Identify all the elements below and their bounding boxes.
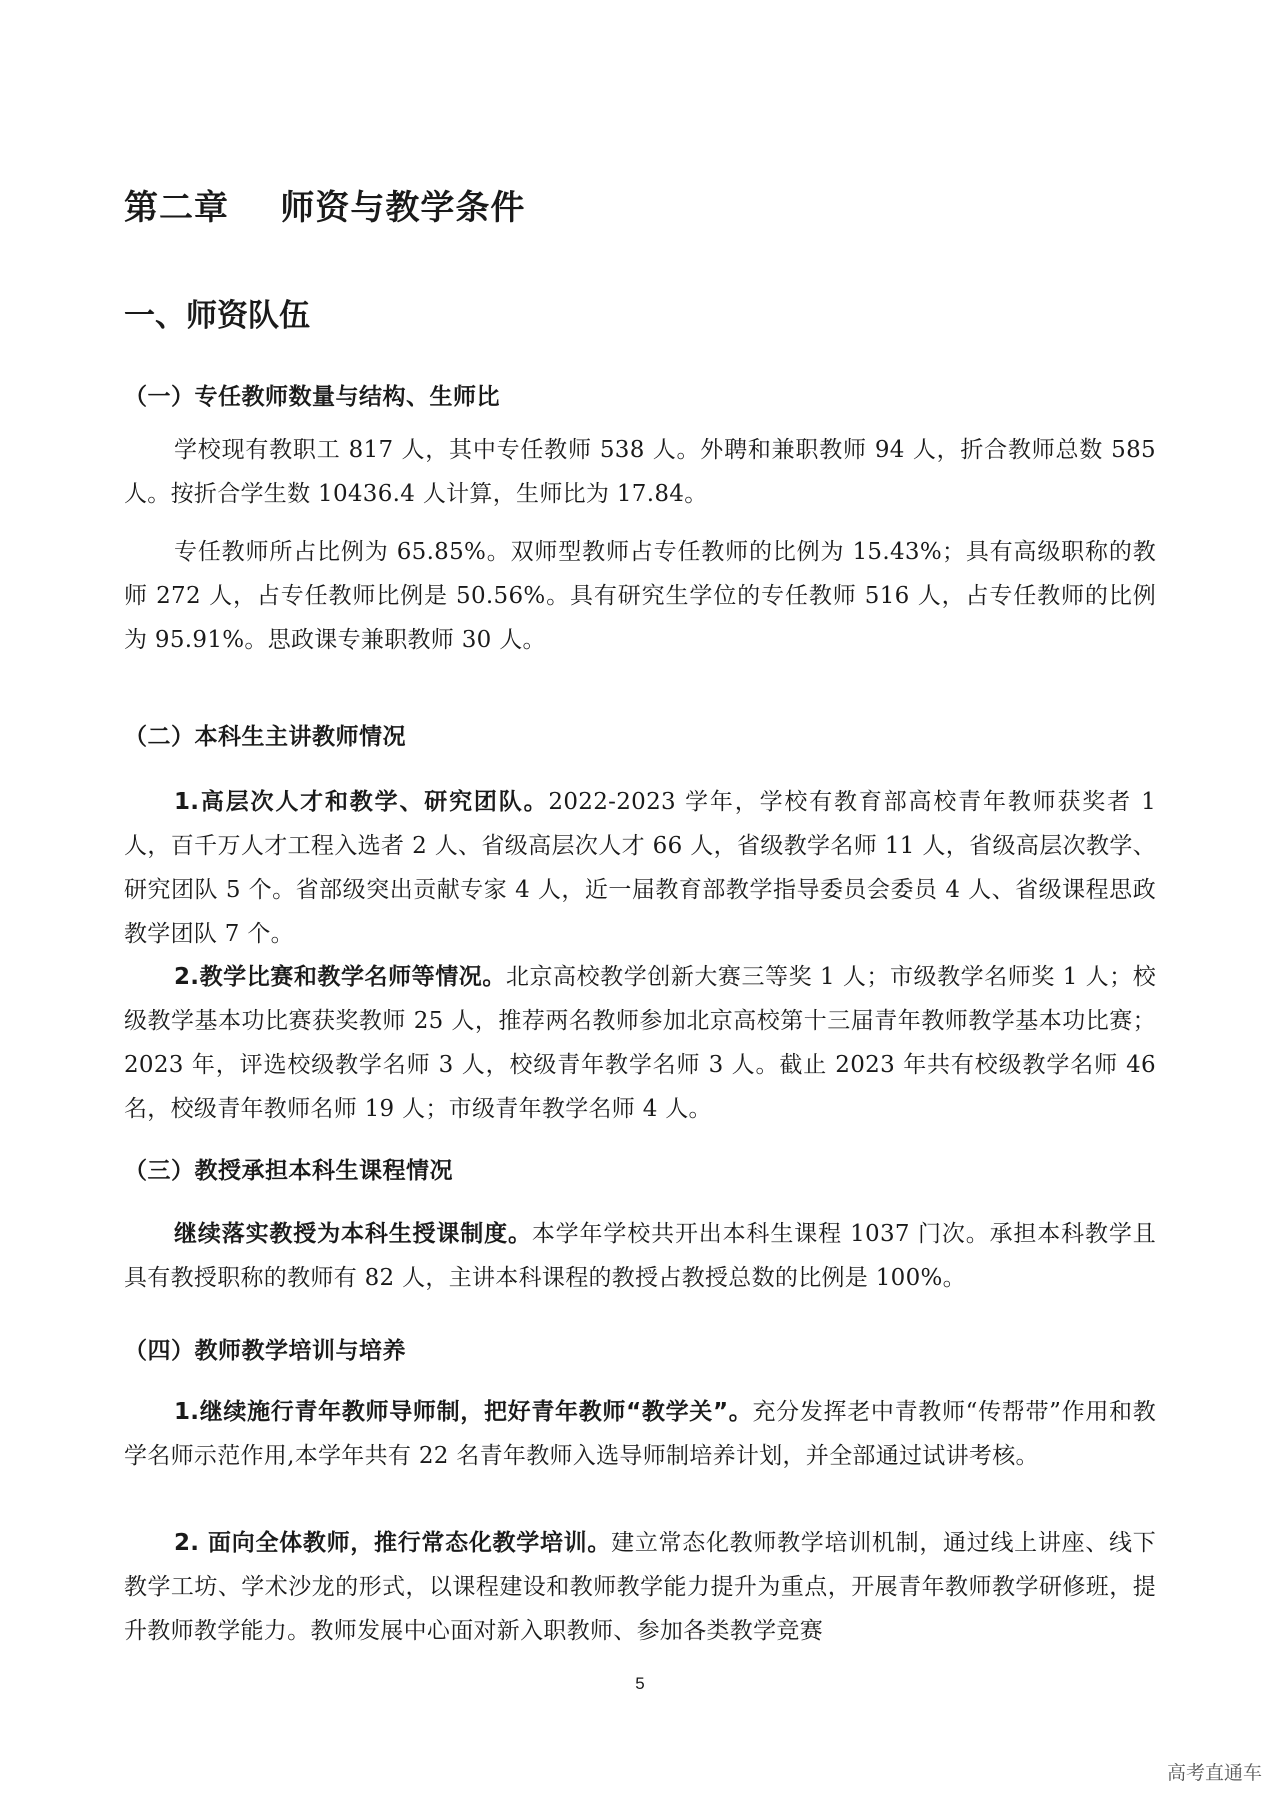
paragraph-lead: 2.教学比赛和教学名师等情况。 (174, 964, 506, 990)
section-title: 一、师资队伍 (124, 298, 310, 334)
paragraph-lead: 继续落实教授为本科生授课制度。 (174, 1221, 532, 1247)
subsection-title: （二）本科生主讲教师情况 (124, 724, 406, 750)
paragraph: 2.教学比赛和教学名师等情况。北京高校教学创新大赛三等奖 1 人；市级教学名师奖 1 人；校级教学基本功比赛获奖教师 25 人，推荐两名教师参加北京高校第十三届青年教师教学基本功比赛；2023 年，评选校级教学名师 3 人，校级青年教学名师 3 人。截止 2023 年共有校级教学名师 46 名，校级青年教师名师 19 人；市级青年教学名师 4 人。 (124, 964, 1156, 1122)
paragraph: 学校现有教职工 817 人，其中专任教师 538 人。外聘和兼职教师 94 人，折合教师总数 585 人。按折合学生数 10436.4 人计算，生师比为 17.84。 (124, 437, 1156, 507)
page-number: 5 (635, 1674, 645, 1693)
paragraph: 继续落实教授为本科生授课制度。本学年学校共开出本科生课程 1037 门次。承担本科教学且具有教授职称的教师有 82 人，主讲本科课程的教授占教授总数的比例是 100%。 (124, 1221, 1157, 1291)
paragraph: 专任教师所占比例为 65.85%。双师型教师占专任教师的比例为 15.43%；具有高级职称的教师 272 人，占专任教师比例是 50.56%。具有研究生学位的专任教师 516 人，占专任教师的比例为 95.91%。思政课专兼职教师 30 人。 (124, 539, 1156, 653)
paragraph: 2. 面向全体教师，推行常态化教学培训。建立常态化教师教学培训机制，通过线上讲座、线下教学工坊、学术沙龙的形式，以课程建设和教师教学能力提升为重点，开展青年教师教学研修班，提升教师教学能力。教师发展中心面对新入职教师、参加各类教学竞赛 (124, 1530, 1156, 1644)
chapter-title: 第二章 师资与教学条件 (124, 188, 526, 228)
paragraph-lead: 2. 面向全体教师，推行常态化教学培训。 (174, 1530, 612, 1556)
paragraph-lead: 1.继续施行青年教师导师制，把好青年教师“教学关”。 (174, 1399, 753, 1425)
paragraph: 1.继续施行青年教师导师制，把好青年教师“教学关”。充分发挥老中青教师“传帮带”作用和教学名师示范作用,本学年共有 22 名青年教师入选导师制培养计划，并全部通过试讲考核。 (124, 1399, 1156, 1469)
watermark: 高考直通车 (1166, 1762, 1262, 1784)
subsection-title: （一）专任教师数量与结构、生师比 (124, 384, 500, 410)
subsection-title: （三）教授承担本科生课程情况 (124, 1158, 453, 1184)
paragraph: 1.高层次人才和教学、研究团队。2022-2023 学年，学校有教育部高校青年教师获奖者 1 人，百千万人才工程入选者 2 人、省级高层次人才 66 人，省级教学名师 11 人，省级高层次教学、研究团队 5 个。省部级突出贡献专家 4 人，近一届教育部教学指导委员会委员 4 人、省级课程思政教学团队 7 个。 (124, 789, 1157, 947)
subsection-title: （四）教师教学培训与培养 (124, 1338, 406, 1364)
paragraph-lead: 1.高层次人才和教学、研究团队。 (174, 789, 549, 815)
